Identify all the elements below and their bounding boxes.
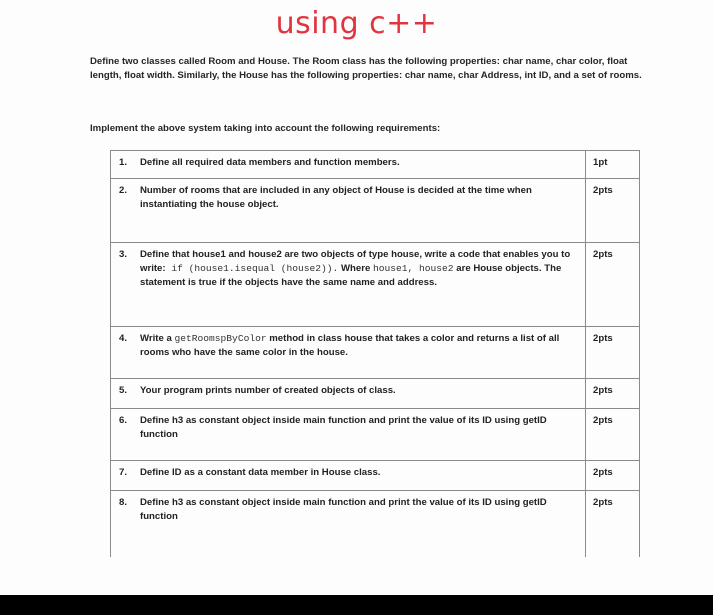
requirement-text: Define h3 as constant object inside main function and print the value of its ID using getID function <box>140 497 547 522</box>
points-cell: 1pt <box>586 151 640 179</box>
requirement-cell <box>111 327 586 379</box>
code-snippet: if (house1.isequal (house2)). <box>165 263 339 274</box>
requirement-number: 1. <box>119 157 128 168</box>
requirement-text: Define h3 as constant object inside main function and print the value of its ID using getID function <box>140 415 547 440</box>
points-cell: 2pts <box>586 409 640 461</box>
table-row <box>111 491 640 557</box>
requirement-number: 3. <box>119 249 128 260</box>
requirements-intro: Implement the above system taking into account the following requirements: <box>90 123 441 134</box>
requirement-number: 5. <box>119 385 128 396</box>
requirement-cell <box>111 243 586 327</box>
requirement-text-part: Define that house1 and house2 are two objects of type house, write a code that enables you to write: <box>140 249 571 274</box>
requirement-number: 4. <box>119 333 128 344</box>
requirement-cell <box>111 151 586 179</box>
requirement-text: Define ID as a constant data member in House class. <box>140 467 381 478</box>
requirement-cell <box>111 461 586 491</box>
requirement-text: Number of rooms that are included in any object of House is decided at the time when instantiating the house object. <box>140 185 532 210</box>
requirement-cell <box>111 491 586 557</box>
requirement-text <box>140 248 575 290</box>
requirement-text-part: Write a <box>140 333 175 344</box>
table-row <box>111 409 640 461</box>
requirement-number: 2. <box>119 185 128 196</box>
requirements-table <box>110 150 640 557</box>
points-cell: 2pts <box>586 243 640 327</box>
requirement-text-part: are House objects. The statement is true if the objects have the same name and address. <box>140 263 562 288</box>
points-cell: 2pts <box>586 461 640 491</box>
table-row <box>111 379 640 409</box>
requirement-number: 7. <box>119 467 128 478</box>
requirement-text <box>140 332 575 360</box>
intro-paragraph: Define two classes called Room and House. The Room class has the following properties: char name, char color, float length, float width. Similarly, the House has the following properties: char name, char Address, int ID, and a set of rooms. <box>90 56 642 81</box>
requirement-cell <box>111 409 586 461</box>
table-row <box>111 151 640 179</box>
code-snippet: house1, house2 <box>372 263 454 274</box>
bottom-black-bar <box>0 595 713 615</box>
table-row <box>111 179 640 243</box>
table-row <box>111 461 640 491</box>
table-row <box>111 243 640 327</box>
requirement-text-part: method in class house that takes a color and returns a list of all rooms who have the same color in the house. <box>140 333 560 358</box>
points-cell: 2pts <box>586 379 640 409</box>
requirement-text: Your program prints number of created objects of class. <box>140 385 396 396</box>
requirement-cell <box>111 379 586 409</box>
points-cell: 2pts <box>586 491 640 557</box>
requirement-cell <box>111 179 586 243</box>
points-cell: 2pts <box>586 327 640 379</box>
code-snippet: getRoomspByColor <box>174 333 267 344</box>
requirement-number: 8. <box>119 497 128 508</box>
table-row <box>111 327 640 379</box>
page-title: using c++ <box>275 6 438 41</box>
points-cell: 2pts <box>586 179 640 243</box>
requirement-number: 6. <box>119 415 128 426</box>
requirement-text-part: Where <box>338 263 373 274</box>
requirement-text: Define all required data members and function members. <box>140 157 400 168</box>
